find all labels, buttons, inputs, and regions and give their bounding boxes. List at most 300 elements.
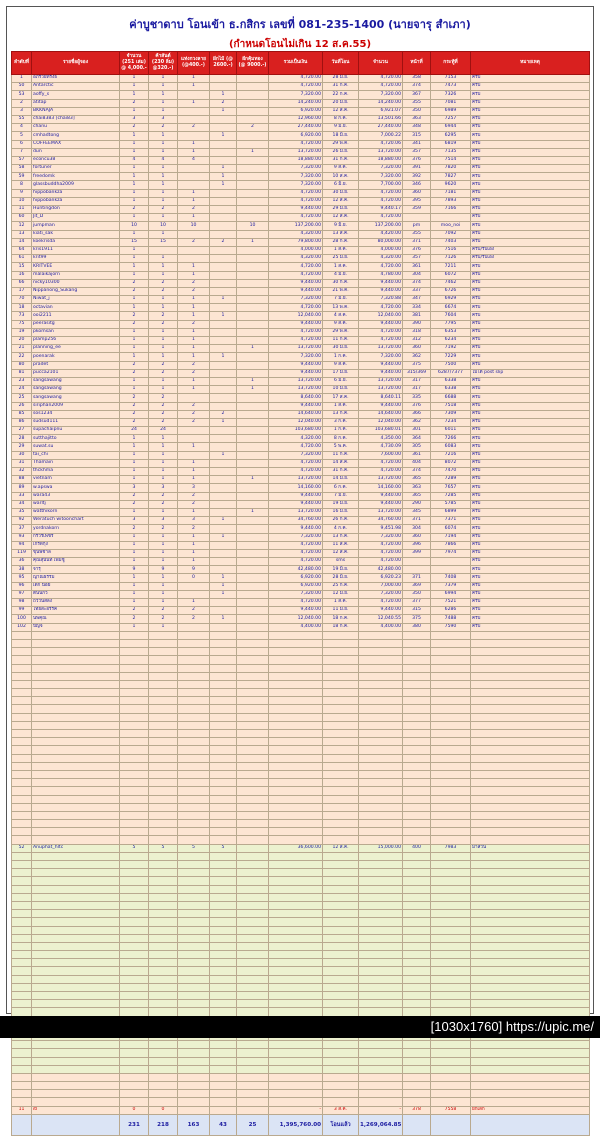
row-total: 9,440.00 [269,320,323,328]
row-col2: 1 [149,337,178,345]
row-note [471,803,590,811]
row-no [12,656,32,664]
row-col5 [237,320,269,328]
row-name: ปัญจ [32,623,120,631]
table-row [12,631,590,639]
row-name [32,820,120,828]
row-col2: 1 [149,140,178,148]
row-page [403,869,431,877]
row-col1: 2 [120,320,149,328]
row-topic [431,852,471,860]
row-col1: 2 [120,492,149,500]
row-no [12,934,32,942]
row-no [12,885,32,893]
table-row [12,607,590,615]
row-col1: 2 [120,124,149,132]
row-page [403,648,431,656]
row-topic: 7590 [431,623,471,631]
row-topic [431,1090,471,1098]
row-topic [431,566,471,574]
row-topic [431,787,471,795]
row-total: 14,240.00 [269,99,323,107]
row-topic [431,631,471,639]
row-col3 [178,394,210,402]
row-no: 2 [12,99,32,107]
row-col2 [149,918,178,926]
row-col4 [210,672,237,680]
row-no: 20 [12,337,32,345]
row-total: 9,440.00 [269,402,323,410]
row-col3 [178,435,210,443]
row-page: 304 [403,525,431,533]
row-date [323,631,359,639]
row-col2 [149,680,178,688]
row-note: ครบ [471,83,590,91]
table-row [12,918,590,926]
row-col3: 3 [178,517,210,525]
row-col3 [178,770,210,778]
table-row [12,369,590,377]
row-page [403,558,431,566]
row-date [323,1065,359,1073]
row-col3: 1 [178,148,210,156]
table-row [12,951,590,959]
row-col4 [210,607,237,615]
row-col1: 2 [120,402,149,410]
row-total [269,1082,323,1090]
row-date [323,1041,359,1049]
header-col1: จำนวน (251 เล่ม) @ 4,000.- [120,52,149,75]
row-col2: 1 [149,83,178,91]
row-note: ครบ [471,500,590,508]
row-col5 [237,942,269,950]
table-row [12,623,590,631]
row-name: ถวัวินสิลง [32,599,120,607]
row-col4 [210,836,237,844]
row-col2 [149,1098,178,1106]
row-page [403,901,431,909]
row-col4 [210,779,237,787]
row-total [269,795,323,803]
row-topic: 6234 [431,337,471,345]
row-total [269,828,323,836]
row-col2 [149,942,178,950]
row-name [32,672,120,680]
row-name: jumpman [32,222,120,230]
row-page: 371 [403,238,431,246]
row-col5 [237,590,269,598]
row-no [12,1049,32,1057]
row-col3 [178,820,210,828]
row-amount: - [359,1106,403,1114]
row-name [32,795,120,803]
row-col4 [210,443,237,451]
row-note: ครบ [471,148,590,156]
table-row [12,803,590,811]
row-page [403,1057,431,1065]
row-col1 [120,901,149,909]
row-page: 391 [403,165,431,173]
row-col2: 1 [149,590,178,598]
row-total: 13,720.00 [269,148,323,156]
row-no: 17 [12,287,32,295]
row-date [323,639,359,647]
row-date: 4 มิ.ย. [323,271,359,279]
row-no [12,901,32,909]
row-col2: 1 [149,353,178,361]
row-col5 [237,500,269,508]
row-total: 42,480.00 [269,566,323,574]
row-col3: 1 [178,549,210,557]
row-col2: 1 [149,197,178,205]
row-page: 404 [403,459,431,467]
row-col2: 0 [149,1106,178,1114]
row-date [323,787,359,795]
row-name [32,1041,120,1049]
row-note [471,975,590,983]
row-topic: moo_noi [431,222,471,230]
row-col5 [237,893,269,901]
row-date: 7 มิ.ย. [323,296,359,304]
row-col5 [237,91,269,99]
table-row [12,975,590,983]
table-row [12,877,590,885]
row-note: ครบ [471,468,590,476]
row-name: chanu [32,124,120,132]
row-col2 [149,770,178,778]
row-topic: 6726 [431,287,471,295]
row-col1: 1 [120,255,149,263]
row-total: 7,320.00 [269,296,323,304]
row-col3 [178,1049,210,1057]
row-col5 [237,427,269,435]
row-no [12,705,32,713]
row-col2 [149,795,178,803]
row-total [269,779,323,787]
row-col2: 1 [149,451,178,459]
row-col5 [237,656,269,664]
row-no: 73 [12,312,32,320]
row-date [323,779,359,787]
row-no: 102 [12,623,32,631]
row-name [32,631,120,639]
row-page [403,664,431,672]
row-amount [359,869,403,877]
row-topic [431,779,471,787]
row-col3: 1 [178,214,210,222]
row-page [403,738,431,746]
table-row [12,852,590,860]
row-col4 [210,222,237,230]
row-col5 [237,877,269,885]
row-col5 [237,541,269,549]
row-topic: 7866 [431,541,471,549]
row-col1 [120,689,149,697]
row-col5 [237,418,269,426]
row-date: 6 มิ.ย. [323,181,359,189]
row-date [323,762,359,770]
row-col1 [120,836,149,844]
row-amount: 4,720.00 [359,468,403,476]
table-row [12,345,590,353]
row-date [323,918,359,926]
row-col5 [237,689,269,697]
row-col3 [178,697,210,705]
row-date: 9 ส.ค. [323,165,359,173]
row-total: 12,960.00 [269,115,323,123]
row-col3 [178,590,210,598]
row-date [323,926,359,934]
row-amount [359,762,403,770]
row-col3 [178,795,210,803]
row-date: 12 มิ.ย. [323,590,359,598]
row-total [269,680,323,688]
row-col3: 0 [178,574,210,582]
row-name [32,951,120,959]
row-col5 [237,901,269,909]
row-amount: 4,720.06 [359,140,403,148]
table-row [12,500,590,508]
row-col1 [120,1008,149,1016]
row-total: 4,320.00 [269,230,323,238]
row-total: 13,720.00 [269,386,323,394]
row-topic [431,664,471,672]
row-date: 17 มิ.ย. [323,369,359,377]
row-col2: 1 [149,443,178,451]
row-col5 [237,869,269,877]
row-total [269,983,323,991]
row-name: คุณสุนันท์ เพิ่มชู [32,558,120,566]
row-col4: 5 [210,844,237,852]
row-date [323,648,359,656]
row-name: nicky10300 [32,279,120,287]
row-amount [359,951,403,959]
row-col4 [210,967,237,975]
row-no: 75 [12,320,32,328]
row-date: 6 มิ.ย. [323,377,359,385]
row-col3: 2 [178,615,210,623]
row-amount: 4,320.00 [359,255,403,263]
table-row [12,132,590,140]
row-total: 4,720.00 [269,189,323,197]
row-name: kiati_sak [32,230,120,238]
row-page [403,787,431,795]
table-row [12,386,590,394]
row-page: 375 [403,615,431,623]
header-col2: ค้าสันต์ (230 ลิ่ม) @320.-) [149,52,178,75]
row-no: 92 [12,517,32,525]
row-amount: 7,320.00 [359,533,403,541]
row-note: ครบ [471,410,590,418]
row-col5 [237,1000,269,1008]
row-col1 [120,770,149,778]
row-col4 [210,263,237,271]
row-col3: 1 [178,443,210,451]
row-date: 16 มิ.ย. [323,508,359,516]
row-topic: 9620 [431,181,471,189]
row-col3: 1 [178,508,210,516]
table-row [12,328,590,336]
row-topic: 6083 [431,443,471,451]
row-col3: 1 [178,476,210,484]
totals-col4: 43 [210,1114,237,1135]
row-topic: 7289 [431,476,471,484]
row-amount: 12,040.00 [359,418,403,426]
table-row [12,672,590,680]
row-col2: 1 [149,574,178,582]
row-name: sangsawang [32,386,120,394]
row-topic: 7216 [431,451,471,459]
row-topic [431,1098,471,1106]
row-note: ครบ [471,206,590,214]
row-col1 [120,639,149,647]
row-note: ครบ [471,91,590,99]
row-col4 [210,754,237,762]
table-row [12,730,590,738]
row-total: 12,040.00 [269,615,323,623]
table-row [12,746,590,754]
row-page: 365 [403,476,431,484]
row-name: KRITVEE [32,263,120,271]
row-no [12,664,32,672]
table-row [12,156,590,164]
row-note: ครบ [471,222,590,230]
row-note [471,992,590,1000]
row-note: ครบ [471,574,590,582]
row-col2 [149,934,178,942]
row-no: 6 [12,140,32,148]
row-topic [431,1000,471,1008]
row-topic: 7462 [431,279,471,287]
row-col1: 1 [120,459,149,467]
row-amount: 4,720.00 [359,459,403,467]
row-col5: 1 [237,476,269,484]
row-date [323,959,359,967]
row-col2: 1 [149,468,178,476]
row-col3: 1 [178,304,210,312]
row-col4 [210,934,237,942]
row-amount: 7,320.00 [359,91,403,99]
row-name: poenarak [32,353,120,361]
row-note: ครบ [471,623,590,631]
row-col4: 1 [210,574,237,582]
row-col5: 1 [237,508,269,516]
row-col5 [237,639,269,647]
row-topic [431,697,471,705]
row-no [12,967,32,975]
row-name [32,992,120,1000]
row-page [403,926,431,934]
row-col3 [178,1065,210,1073]
row-total [269,787,323,795]
row-page: 376 [403,246,431,254]
row-total: 9,440.00 [269,206,323,214]
row-no: 96 [12,582,32,590]
row-col4 [210,689,237,697]
row-col2 [149,672,178,680]
row-note: ครบ [471,337,590,345]
row-amount [359,1057,403,1065]
row-col2: 2 [149,607,178,615]
row-col2: 2 [149,361,178,369]
row-col5 [237,361,269,369]
row-page [403,1000,431,1008]
row-col1: 3 [120,517,149,525]
row-no: 19 [12,328,32,336]
row-topic: 6338 [431,386,471,394]
row-total [269,1008,323,1016]
row-page [403,951,431,959]
table-row [12,304,590,312]
row-total: 9,440.00 [269,369,323,377]
row-name: chai8383 [chai83] [32,115,120,123]
row-col4 [210,697,237,705]
row-name [32,852,120,860]
row-page: 317 [403,386,431,394]
row-page [403,566,431,574]
row-topic [431,975,471,983]
row-col3 [178,910,210,918]
row-col5 [237,599,269,607]
row-col1 [120,648,149,656]
row-col1 [120,1082,149,1090]
row-no: 88 [12,476,32,484]
row-total: 4,720.00 [269,558,323,566]
row-amount [359,836,403,844]
row-page [403,754,431,762]
row-col4 [210,549,237,557]
row-topic [431,869,471,877]
row-name: sutthajitto [32,435,120,443]
row-col2 [149,877,178,885]
row-no [12,754,32,762]
row-col5 [237,1082,269,1090]
row-name: Nippanong_Sukang [32,287,120,295]
table-row [12,230,590,238]
row-col2: 1 [149,189,178,197]
totals-amount: 1,269,064.85 [359,1114,403,1135]
row-col2: 2 [149,394,178,402]
row-topic [431,836,471,844]
row-date [323,852,359,860]
table-row [12,590,590,598]
row-total: 9,440.00 [269,500,323,508]
row-col2: 1 [149,91,178,99]
row-amount [359,1049,403,1057]
row-name: Huntingdon [32,206,120,214]
row-note [471,942,590,950]
row-total: 4,720.00 [269,549,323,557]
row-col3 [178,1000,210,1008]
table-row [12,418,590,426]
row-note: ครบ [471,582,590,590]
row-col4 [210,189,237,197]
row-name: atitap [32,99,120,107]
row-topic [431,762,471,770]
row-total [269,697,323,705]
row-name: vietnam [32,476,120,484]
row-col5 [237,762,269,770]
row-amount: 4,720.00 [359,197,403,205]
row-col3 [178,656,210,664]
row-topic [431,1008,471,1016]
row-col5 [237,852,269,860]
row-col5 [237,1049,269,1057]
row-no [12,852,32,860]
row-topic: 7470 [431,468,471,476]
row-col1 [120,983,149,991]
row-col5 [237,664,269,672]
